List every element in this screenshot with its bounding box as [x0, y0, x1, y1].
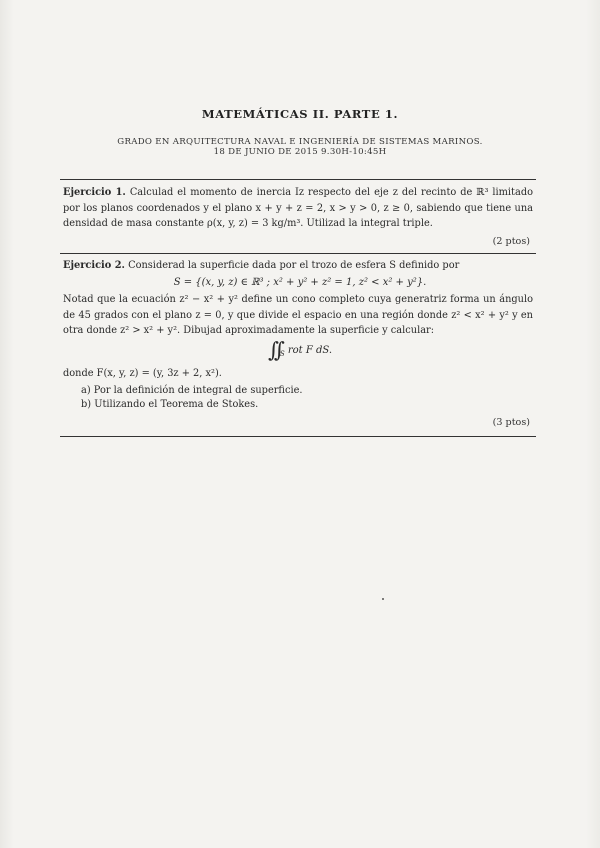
divider-top: [60, 179, 536, 180]
integral-body: rot F dS.: [287, 345, 333, 356]
exercise1-block: [63, 185, 533, 232]
exercise2-intro-block: [63, 258, 533, 274]
double-integral-symbol: ∫∫: [267, 338, 280, 362]
exercise2-points: (3 ptos): [492, 417, 530, 428]
exercise2-intro: Considerad la superficie dada por el trozo de esfera S definido por: [128, 260, 460, 271]
exam-title: MATEMÁTICAS II. PARTE 1.: [201, 107, 399, 121]
date-line: 18 DE JUNIO DE 2015 9.30H-10:45H: [213, 147, 387, 157]
integral-subscript: S: [279, 350, 285, 358]
exercise2-heading: Ejercicio 2.: [63, 260, 125, 271]
surface-integral: [0, 338, 600, 362]
divider-bottom: [60, 436, 536, 437]
exercise1-heading: Ejercicio 1.: [63, 187, 126, 198]
exercise2-note: Notad que la ecuación z² − x² + y² define un cono completo cuya generatriz forma un ángulo de 45 grados con el plano z = 0, y que divide el espacio en una región donde z² < x² + y² y en otra donde z² > x² + y². Dibujad aproximadamente la superficie y calcular:: [63, 294, 533, 337]
item-b: b) Utilizando el Teorema de Stokes.: [81, 399, 259, 410]
item-a: a) Por la definición de integral de superficie.: [81, 385, 303, 396]
ink-speck: [382, 598, 384, 600]
divider-middle: [60, 253, 536, 254]
vector-field: donde F(x, y, z) = (y, 3z + 2, x²).: [63, 368, 222, 379]
surface-set-formula: S = {(x, y, z) ∈ ℝ³ ; x² + y² + z² = 1, z² < x² + y²}.: [173, 277, 427, 288]
exercise1-text: Calculad el momento de inercia Iz respecto del eje z del recinto de ℝ³ limitado por los planos coordenados y el plano x + y + z = 2, x > y > 0, z ≥ 0, sabiendo que tiene una densidad de masa constante ρ(x, y, z) = 3 kg/m³. Utilizad la integral triple.: [63, 187, 533, 230]
degree-line: GRADO EN ARQUITECTURA NAVAL E INGENIERÍA DE SISTEMAS MARINOS.: [117, 137, 483, 147]
exercise1-points: (2 ptos): [492, 236, 530, 247]
